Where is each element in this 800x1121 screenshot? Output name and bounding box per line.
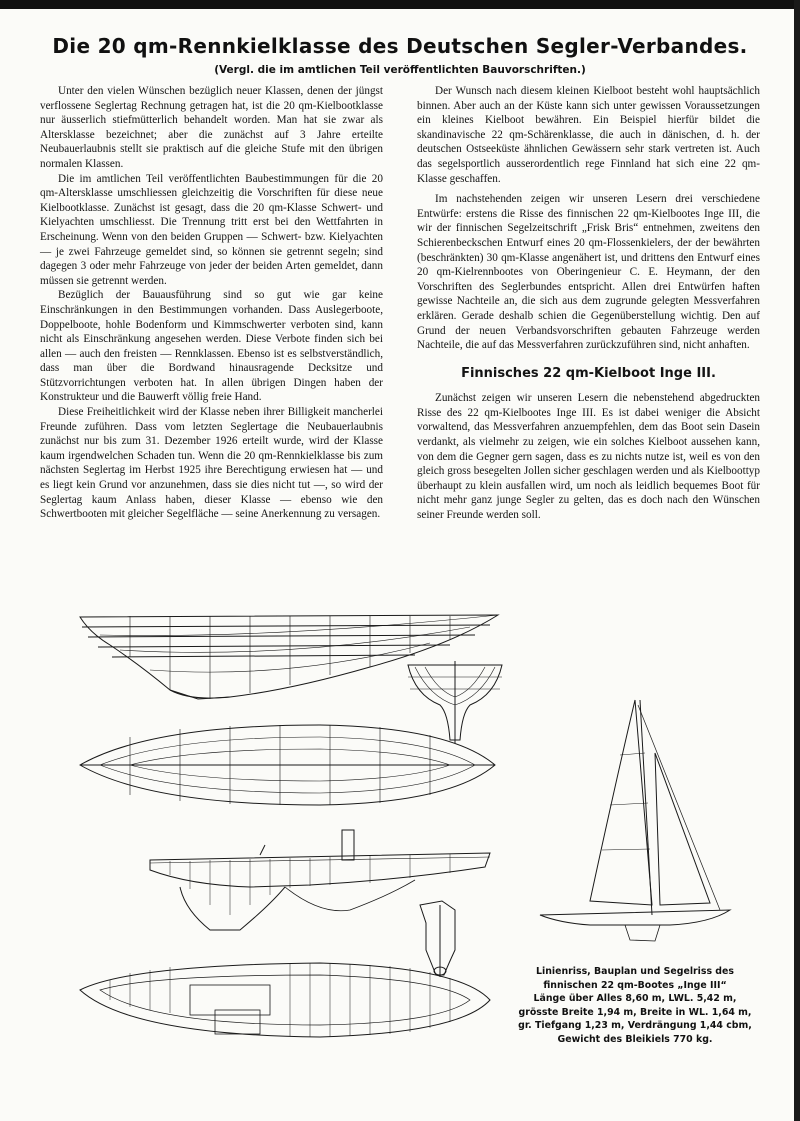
half-breadth-plan bbox=[80, 725, 495, 805]
paragraph: Diese Freiheitlichkeit wird der Klasse neben ihrer Billigkeit mancherlei Freunde zuführen. Dass vom letzten Seglertage die Neubauerlaubnis zunächst nur bis zum 31. Dezember 1926 erteilt wurde, wird der Klasse kaum irgendwelchen Schaden tun. Wenn die 20 qm-Rennkielklasse bis zum nächsten Seglertag im Herbst 1925 ihre Berechtigung erwiesen hat — und es liegt kein Grund vor anzunehmen, dass sie dies nicht tut —, so wird der Seglertag kaum Anlass haben, dieser Klasse — ebenso wie den Schwertbooten mit gleicher Segelfläche — seine Anerkennung zu versagen. bbox=[40, 406, 383, 521]
deck-plan bbox=[80, 963, 490, 1037]
caption-line: Gewicht des Bleikiels 770 kg. bbox=[557, 1033, 713, 1045]
paragraph: Unter den vielen Wünschen bezüglich neuer Klassen, denen der jüngst verflossene Seglertag Rechnung getragen hat, ist die 20 qm-Kielbootklasse nur äusserlich stiefmütterlich behandelt worden. Man hat sie zwar als Altersklasse bezeichnet; aber die zunächst auf 3 Jahre erteilte Neubauerlaubnis stellt sie praktisch auf die gleiche Stufe mit den übrigen normalen Klassen. bbox=[40, 85, 383, 170]
caption-line: Linienriss, Bauplan und Segelriss des bbox=[536, 966, 734, 977]
paragraph: Der Wunsch nach diesem kleinen Kielboot besteht wohl hauptsächlich binnen. Aber auch an der Küste kann sich unter gewissen Voraussetzungen ein kleines Kielboot bewähren. Ein Beispiel hierfür bildet die skandinavische 22 qm-Schärenklasse, die auch in dänischen, d. h. der deutschen Ostseeküste ähnlichen Gewässern sehr stark vertreten ist. Auch das segelsportlich ausserordentlich rege Finnland hat sich eine 22 qm-Klasse geschaffen. bbox=[417, 85, 760, 185]
caption-line: Länge über Alles 8,60 m, LWL. 5,42 m, bbox=[533, 993, 737, 1004]
text-column-right bbox=[417, 84, 760, 523]
text-column-left bbox=[40, 84, 383, 522]
keel-section-detail bbox=[420, 901, 455, 977]
caption-line: grösste Breite 1,94 m, Breite in WL. 1,64 m, bbox=[518, 1006, 752, 1018]
paragraph: Bezüglich der Bauausführung sind so gut wie gar keine Einschränkungen in den Bestimmungen vorhanden. Dass Auslegerboote, Doppelboote, hohle Bodenform und Kimmschwerter verboten sind, kann nicht als Einschränkung angesehen werden. Diese Verbote finden sich bei allen — auch den freisten — Rennklassen. Ebenso ist es selbstverständlich, dass man über die Bordwand hinausragende Decksitze und Stützvorrichtungen verboten hat. In allen übrigen Dingen haben der Konstrukteur und die Bauwerft völlig freie Hand. bbox=[40, 289, 383, 404]
caption-line: finnischen 22 qm-Bootes „Inge III“ bbox=[543, 979, 727, 991]
paragraph: Im nachstehenden zeigen wir unseren Lesern drei verschiedene Entwürfe: erstens die Risse des finnischen 22 qm-Kielbootes Inge III, die wir der finnischen Segelzeitschrift „Frisk Bris“ entnehmen, zweitens den Schierenbeckschen Entwurf eines 20 qm-Flossenkielers, der der bewährten (beschränkten) 30 qm-Klasse angenähert ist, und drittens den Entwurf eines 20 qm-Kielrennbootes von Oberingenieur C. E. Heymann, der den Vorschriften des Seglerbundes entspricht. Allen drei Entwürfen haften gewisse Nachteile an, die sich aus dem zugrunde gelegten Messverfahren erklären. Gerade deshalb schien die Gegenüberstellung wichtig. Den auf Grund der neuen Verbandsvorschriften gebauten Fahrzeuge werden Nachteile, die auf das Messverfahren zurückzuführen sind, nicht anhaften. bbox=[417, 193, 760, 352]
scan-edge-top bbox=[0, 0, 800, 9]
section-heading: Finnisches 22 qm-Kielboot Inge III. bbox=[461, 365, 716, 381]
sail-plan bbox=[540, 700, 730, 941]
paragraph: Die im amtlichen Teil veröffentlichten Baubestimmungen für die 20 qm-Altersklasse umschliessen gleichzeitig die Vorschriften für diese neue Kielbootklasse. Zunächst ist gesagt, dass die 20 qm-Klasse Schwert- und Kielyachten umschliesst. Die Trennung tritt erst bei den Wettfahrten in Erscheinung. Wenn von den beiden Gruppen — Schwert- bzw. Kielyachten — je zwei Fahrzeuge gemeldet sind, so können sie getrennt segeln; sind dagegen 3 oder mehr Fahrzeuge von jeder der beiden Arten gemeldet, dann müssen sie getrennt werden. bbox=[40, 172, 383, 287]
profile-lines-drawing bbox=[80, 615, 498, 699]
construction-profile bbox=[150, 830, 490, 930]
caption-line: gr. Tiefgang 1,23 m, Verdrängung 1,44 cbm, bbox=[518, 1020, 752, 1031]
figure-caption bbox=[500, 965, 770, 1046]
paragraph: Zunächst zeigen wir unseren Lesern die nebenstehend abgedruckten Risse des 22 qm-Kielbootes Inge III. Es ist dabei weniger die Absicht vorwaltend, das Messverfahren anzuempfehlen, dem das Boot sein Dasein verdankt, als vielmehr zu zeigen, wie ein solches Kielboot aussehen kann, von dem die Gegner gern sagen, dass es zu nichts nutze ist, weil es von den gleich gross besegelten Jollen sicher geschlagen werden und als Kielboottyp überhaupt zu klein ausfallen wird, um noch als leidlich bequemes Boot für nicht mehr ganz junge Segler zu gelten, das es doch nach den Wünschen seiner Freunde werden soll. bbox=[417, 392, 760, 522]
article-subtitle: (Vergl. die im amtlichen Teil veröffentlichten Bauvorschriften.) bbox=[214, 64, 586, 76]
body-plan-sections bbox=[408, 661, 502, 743]
article-title: Die 20 qm-Rennkielklasse des Deutschen Segler-Verbandes. bbox=[52, 34, 748, 58]
scan-edge-right bbox=[794, 0, 800, 1121]
